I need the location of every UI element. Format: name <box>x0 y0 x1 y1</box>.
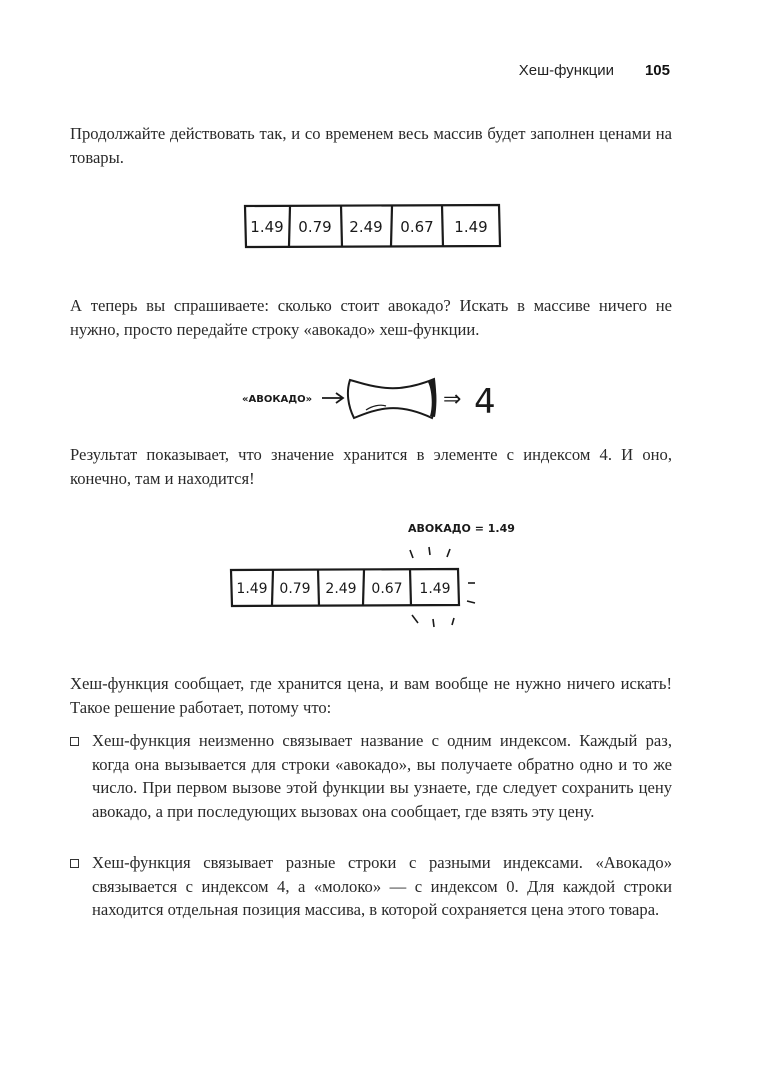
page-number: 105 <box>644 62 670 79</box>
paragraph-ask-price: А теперь вы спрашиваете: сколько стоит авокадо? Искать в массиве ничего не нужно, просто передайте строку «авокадо» хеш-функции. <box>70 296 672 339</box>
checkbox-bullet-icon <box>70 859 79 868</box>
array-cell-1: 0.79 <box>279 581 311 597</box>
array-cell-4-highlighted: 1.49 <box>419 581 451 597</box>
array-figure-highlighted <box>228 515 515 635</box>
hash-function-icon <box>348 379 436 418</box>
array-cell-2: 2.49 <box>349 218 383 236</box>
array-cell-3: 0.67 <box>371 581 403 597</box>
hash-input-label: «АВОКАДО» <box>242 394 313 405</box>
array-cell-1: 0.79 <box>298 218 332 236</box>
double-arrow-icon: ⇒ <box>443 387 462 412</box>
paragraph-result: Результат показывает, что значение хранится в элементе с индексом 4. И оно, конечно, там и находится! <box>70 445 672 488</box>
array-cell-0: 1.49 <box>236 581 268 597</box>
paragraph-explanation: Хеш-функция сообщает, где хранится цена, и вам вообще не нужно ничего искать! Такое решение работает, потому что: <box>70 674 672 717</box>
avocado-price-annotation: АВОКАДО = 1.49 <box>408 522 515 535</box>
paragraph-fill-array: Продолжайте действовать так, и со временем весь массив будет заполнен ценами на товары. <box>70 124 672 167</box>
arrow-icon <box>322 393 343 403</box>
page-header <box>0 60 764 86</box>
bullet-text: Хеш-функция неизменно связывает название с одним индексом. Каждый раз, когда она вызывается для строки «авокадо», вы получаете обратно одно и то же число. При первом вызове этой функции вы узнаете, где следует сохранить цену авокадо, а при последующих вызовах она сообщает, где взять эту цену. <box>92 731 672 821</box>
running-title: Хеш-функции <box>518 62 614 79</box>
hash-function-figure <box>238 370 508 426</box>
bullet-text: Хеш-функция связывает разные строки с разными индексами. «Авокадо» связывается с индексом 4, а «молоко» — с индексом 0. Для каждой строки находится отдельная позиция массива, в которой сохраняется цена этого товара. <box>92 853 672 919</box>
array-cell-4: 1.49 <box>454 218 488 236</box>
hash-output-value: 4 <box>474 382 496 422</box>
array-cell-0: 1.49 <box>250 218 284 236</box>
array-cell-3: 0.67 <box>400 218 434 236</box>
array-figure-filled <box>243 202 503 250</box>
checkbox-bullet-icon <box>70 737 79 746</box>
array-cell-2: 2.49 <box>325 581 357 597</box>
